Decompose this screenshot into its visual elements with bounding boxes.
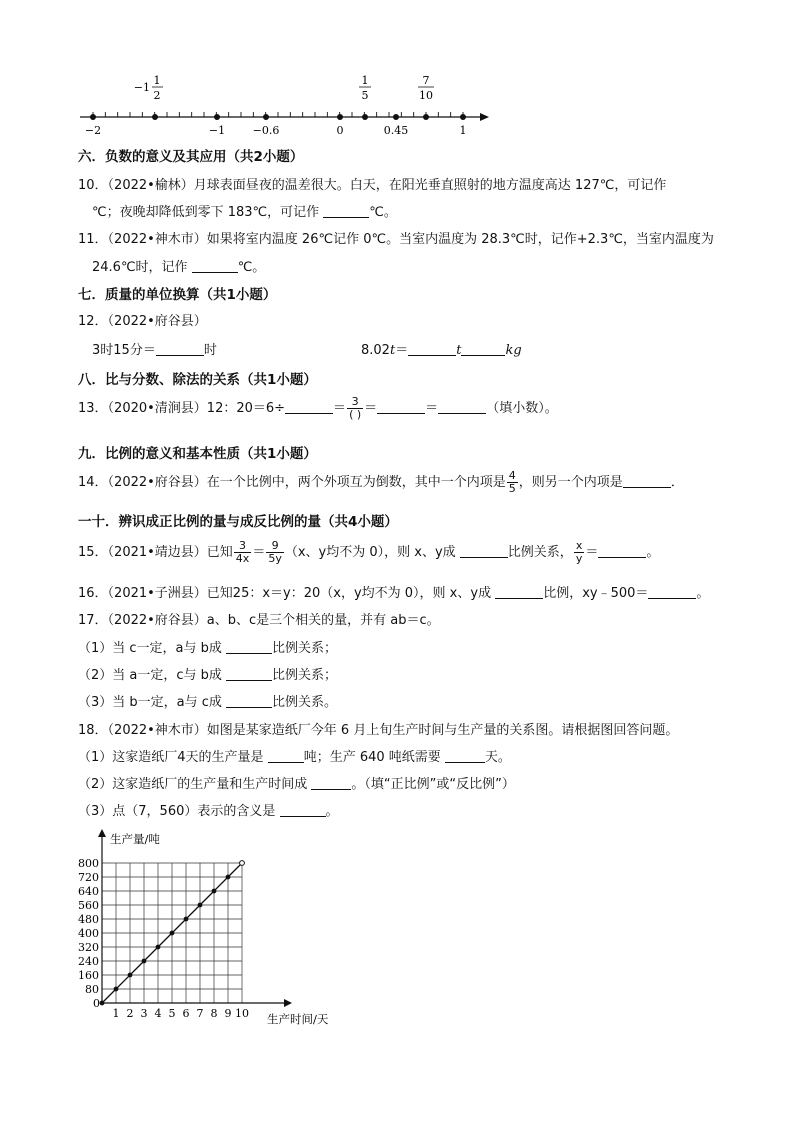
q14-fraction: $\frac{4}{5}$: [508, 469, 516, 495]
y-tick-label: 800: [78, 857, 99, 870]
data-point: [198, 903, 202, 907]
y-tick-label: 640: [78, 885, 99, 898]
section-8-title: 八．比与分数、除法的关系（共1小题）: [78, 372, 317, 388]
q13: 13．（2020•清涧县）12：20＝6÷ ＝ $\frac{3}{( )}$ ＝ ＝ （填小数）。: [78, 395, 558, 421]
q11-line2: 24.6℃时，记作 ℃。: [92, 260, 266, 275]
q13-blank-1[interactable]: [285, 399, 333, 414]
q13-fraction: $\frac{3}{( )}$: [349, 395, 362, 421]
data-point: [240, 861, 245, 866]
q13-blank-3[interactable]: [438, 399, 486, 414]
mark-mixed-num: 1: [153, 74, 161, 87]
q15-blank-2[interactable]: [598, 543, 646, 558]
q18-blank-1[interactable]: [268, 748, 304, 763]
mark-mixed-whole: −1: [133, 81, 150, 94]
q13-blank-2[interactable]: [377, 399, 425, 414]
q17-sub1: （1）当 c一定，a与 b成 比例关系；: [78, 641, 338, 656]
q17-blank-2[interactable]: [226, 666, 272, 681]
q12-part-a: 3时15分＝ 时: [92, 343, 217, 358]
y-tick-label: 80: [85, 983, 99, 996]
chart-xlabel: 生产时间/天: [267, 1012, 329, 1026]
data-point: [128, 973, 132, 977]
q18-blank-3[interactable]: [311, 775, 351, 790]
production-chart: [60, 825, 360, 1035]
number-line: [70, 68, 500, 140]
q17-sub2: （2）当 a一定，c与 b成 比例关系；: [78, 668, 338, 683]
q14: 14．（2022•府谷县）在一个比例中，两个外项互为倒数，其中一个内项是 $\frac{4}{5}$ ，则另一个内项是 ．: [78, 469, 684, 495]
q16: 16．（2021•子洲县）已知25：x＝y：20（x，y均不为 0），则 x、y成 比例，xy﹣500＝ 。: [78, 586, 710, 601]
q16-blank-2[interactable]: [648, 584, 696, 599]
data-point: [212, 889, 216, 893]
tick-label-1: 1: [459, 124, 467, 137]
data-point: [226, 875, 230, 879]
x-tick-label: 9: [224, 1007, 232, 1020]
q18-sub2: （2）这家造纸厂的生产量和生产时间成 。（填“正比例”或“反比例”）: [78, 777, 515, 792]
x-tick-label: 4: [154, 1007, 162, 1020]
q12-blank-kg[interactable]: [461, 341, 505, 356]
q15-fraction-1: $\frac{3}{4x}$: [235, 539, 250, 565]
chart-axes: [98, 829, 292, 1007]
q15-blank-1[interactable]: [460, 543, 508, 558]
data-point: [142, 959, 146, 963]
tick-label-0: 0: [336, 124, 344, 137]
chart-ylabel: 生产量/吨: [110, 832, 160, 846]
tick-label-0-45: 0.45: [383, 124, 409, 137]
section-6-title: 六．负数的意义及其应用（共2小题）: [78, 149, 304, 165]
x-axis-arrow: [284, 999, 292, 1007]
q11-blank[interactable]: [192, 258, 238, 273]
q10-line2: ℃；夜晚却降低到零下 183℃，可记作 ℃。: [92, 205, 397, 220]
number-line-arrow: [480, 113, 489, 121]
data-point: [100, 1001, 104, 1005]
q10-line1: 10．（2022•榆林）月球表面昼夜的温差很大。白天，在阳光垂直照射的地方温度高达 127℃，可记作: [78, 178, 667, 193]
q12-blank-t[interactable]: [408, 341, 456, 356]
data-point: [156, 945, 160, 949]
x-tick-label: 1: [112, 1007, 120, 1020]
x-tick-label: 5: [168, 1007, 176, 1020]
q12-blank-hours[interactable]: [156, 341, 204, 356]
q17-head: 17．（2022•府谷县）a、b、c是三个相关的量，并有 ab＝c。: [78, 613, 440, 628]
x-tick-label: 8: [210, 1007, 218, 1020]
q18-sub1: （1）这家造纸厂4天的生产量是 吨；生产 640 吨纸需要 天。: [78, 750, 511, 765]
mark-a-num: 1: [361, 74, 369, 87]
q18-head: 18．（2022•神木市）如图是某家造纸厂今年 6 月上旬生产时间与生产量的关系图。请根据图回答问题。: [78, 723, 679, 738]
number-line-ticks: [93, 112, 463, 117]
q15: 15．（2021•靖边县）已知 $\frac{3}{4x}$ ＝ $\frac{9}{5y}$ （x、y均不为 0），则 x、y成 比例关系， $\frac{x}{y}$ ＝ 。: [78, 539, 660, 565]
q18-blank-4[interactable]: [280, 802, 326, 817]
x-tick-label: 10: [235, 1007, 249, 1020]
q17-blank-3[interactable]: [226, 693, 272, 708]
q11-line1: 11．（2022•神木市）如果将室内温度 26℃记作 0℃。当室内温度为 28.3℃时，记作+2.3℃，当室内温度为: [78, 232, 714, 247]
y-tick-label: 240: [78, 955, 99, 968]
section-10-title: 一十．辨识成正比例的量与成反比例的量（共4小题）: [78, 514, 398, 530]
y-tick-label: 400: [78, 927, 99, 940]
q12-head: 12．（2022•府谷县）: [78, 314, 207, 329]
x-tick-label: 7: [196, 1007, 204, 1020]
tick-label-neg1: −1: [208, 124, 226, 137]
y-tick-label: 160: [78, 969, 99, 982]
q12-part-b: 8.02t＝ t kg: [361, 343, 522, 358]
section-9-title: 九．比例的意义和基本性质（共1小题）: [78, 446, 317, 462]
y-tick-label: 720: [78, 871, 99, 884]
mark-mixed-den: 2: [153, 89, 161, 102]
q18-sub3: （3）点（7，560）表示的含义是 。: [78, 804, 339, 819]
q17-sub3: （3）当 b一定，a与 c成 比例关系。: [78, 695, 338, 710]
q10-blank[interactable]: [323, 203, 369, 218]
y-axis-arrow: [98, 829, 106, 837]
data-point: [184, 917, 188, 921]
x-tick-label: 6: [182, 1007, 190, 1020]
y-tick-label: 320: [78, 941, 99, 954]
mark-b-den: 10: [419, 89, 433, 102]
mark-a-den: 5: [361, 89, 369, 102]
chart-origin-label: 0: [93, 997, 100, 1010]
mark-b-num: 7: [422, 74, 430, 87]
q15-fraction-3: $\frac{x}{y}$: [575, 539, 583, 565]
q17-blank-1[interactable]: [226, 639, 272, 654]
q14-blank[interactable]: [623, 473, 671, 488]
x-tick-label: 3: [140, 1007, 148, 1020]
data-point: [114, 987, 118, 991]
q18-blank-2[interactable]: [445, 748, 485, 763]
x-tick-label: 2: [126, 1007, 134, 1020]
q15-fraction-2: $\frac{9}{5y}$: [268, 539, 282, 565]
y-tick-label: 480: [78, 913, 99, 926]
tick-label-neg2: −2: [84, 124, 102, 137]
data-point: [170, 931, 174, 935]
q16-blank-1[interactable]: [495, 584, 543, 599]
y-tick-label: 560: [78, 899, 99, 912]
tick-label-neg0-6: −0.6: [252, 124, 280, 137]
section-7-title: 七．质量的单位换算（共1小题）: [78, 287, 277, 303]
